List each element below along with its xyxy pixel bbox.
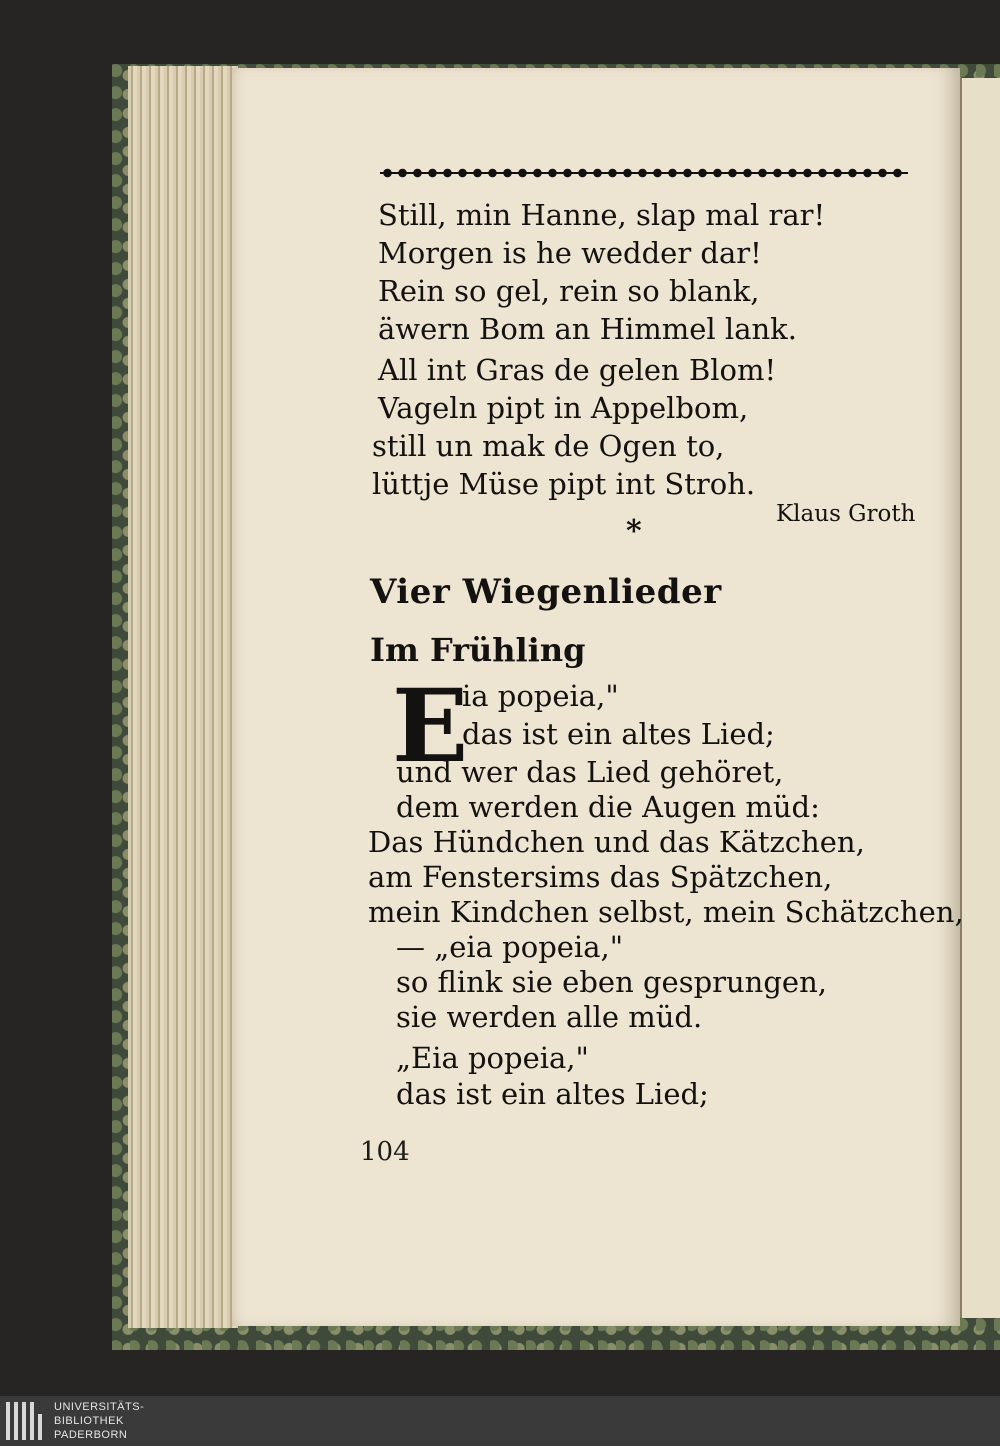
library-footer [0,1396,1000,1446]
page-number: 104 [360,1137,410,1167]
poem2-line: Das Hündchen und das Kätzchen, [368,825,865,859]
library-logo-text [54,1400,144,1442]
poem2-line: „Eia popeia," [396,1041,589,1075]
author-name: Klaus Groth [776,501,916,527]
poem2-line: sie werden alle müd. [396,1000,703,1034]
section-separator: * [626,514,642,549]
section-title: Vier Wiegenlieder [370,572,722,612]
page-edges [128,66,238,1328]
poem1-line: Vageln pipt in Appelbom, [378,391,749,425]
poem2-line: so flink sie eben gesprungen, [396,965,827,999]
poem1-line: lüttje Müse pipt int Stroh. [372,467,756,501]
library-logo-icon [6,1402,48,1440]
ornament-rule [380,160,908,184]
poem2-line: und wer das Lied gehöret, [396,755,784,789]
poem2-line: das ist ein altes Lied; [462,717,775,751]
logo-line: PADERBORN [54,1429,128,1441]
poem1-line: All int Gras de gelen Blom! [378,353,777,387]
poem2-line: mein Kindchen selbst, mein Schätzchen, [368,895,964,929]
poem1-line: Rein so gel, rein so blank, [378,274,760,308]
drop-initial: E [392,667,469,785]
poem1-line: Morgen is he wedder dar! [378,236,762,270]
section-subtitle: Im Frühling [370,631,586,669]
poem2-line: dem werden die Augen müd: [396,790,820,824]
logo-line: UNIVERSITÄTS- [54,1401,145,1413]
poem1-line: äwern Bom an Himmel lank. [378,312,797,346]
poem2-line: das ist ein altes Lied; [396,1077,709,1111]
poem2-line: am Fenstersims das Spätzchen, [368,860,833,894]
logo-line: BIBLIOTHEK [54,1415,124,1427]
poem1-line: Still, min Hanne, slap mal rar! [378,198,826,232]
poem1-line: still un mak de Ogen to, [372,429,725,463]
facing-page-edge [960,78,1000,1318]
poem2-line: ia popeia," [462,679,619,713]
poem2-line: — „eia popeia," [396,930,624,964]
